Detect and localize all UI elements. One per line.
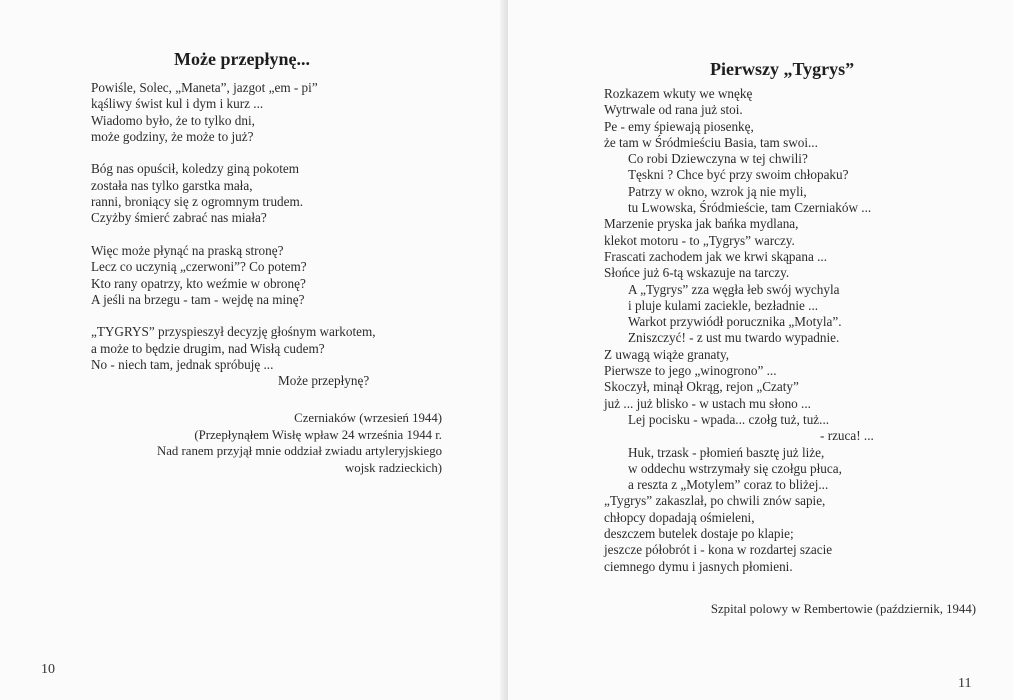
poem-line: już ... już blisko - w ustach mu słono ... <box>604 395 811 411</box>
poem-line <box>91 227 376 243</box>
poem-line: A jeśli na brzegu - tam - wejdę na minę? <box>91 291 305 307</box>
poem-line: Wiadomo było, że to tylko dni, <box>91 112 255 128</box>
poem-line: Rozkazem wkuty we wnękę <box>604 86 753 101</box>
poem-line: (Przepłynąłem Wisłę wpław 24 września 1944 r. <box>194 427 442 442</box>
poem-line: została nas tylko garstka mała, <box>91 177 253 193</box>
poem-line: jeszcze półobrót i - kona w rozdartej szacie <box>604 542 833 558</box>
poem-line: - rzuca! ... <box>820 428 874 444</box>
poem-line: Kto rany opatrzy, kto weźmie w obronę? <box>91 275 306 291</box>
poem-line: Tęskni ? Chce być przy swoim chłopaku? <box>628 167 849 183</box>
poem-line: Pe - emy śpiewają piosenkę, <box>604 118 754 134</box>
poem-line: Patrzy w okno, wzrok ją nie myli, <box>628 183 807 199</box>
poem-line: Lecz co uczynią „czerwoni”? Co potem? <box>91 259 307 275</box>
poem-line: w oddechu wstrzymały się czołgu płuca, <box>628 460 842 476</box>
poem-line: „Tygrys” zakaszlał, po chwili znów sapie, <box>604 493 826 509</box>
poem-line: Lej pocisku - wpada... czołg tuż, tuż... <box>628 411 830 427</box>
poem-line: wojsk radzieckich) <box>344 460 442 475</box>
poem-title-right: Pierwszy „Tygrys” <box>710 59 855 79</box>
poem-line: Czerniaków (wrzesień 1944) <box>294 411 442 425</box>
poem-line: a reszta z „Motylem” coraz to bliżej... <box>628 477 829 493</box>
poem-line: Bóg nas opuścił, koledzy giną pokotem <box>91 161 300 177</box>
poem-line: że tam w Śródmieściu Basia, tam swoi... <box>604 134 818 150</box>
poem-line <box>91 308 376 324</box>
poem-line: Huk, trzask - płomień basztę już liże, <box>628 444 825 460</box>
poem-line: A „Tygrys” zza węgła łeb swój wychyla <box>628 281 840 297</box>
poem-line: deszczem butelek dostaje po klapie; <box>604 526 794 542</box>
poem-line: Co robi Dziewczyna w tej chwili? <box>628 151 808 167</box>
poem-line: chłopcy dopadają ośmieleni, <box>604 509 755 525</box>
poem-title-left: Może przepłynę... <box>174 49 310 69</box>
poem-line: Może przepłynę? <box>278 373 370 389</box>
poem-line: ciemnego dymu i jasnych płomieni. <box>604 558 793 574</box>
poem-line: ranni, broniący się z ogromnym trudem. <box>91 194 304 210</box>
poem-line: Więc może płynąć na praską stronę? <box>91 242 284 258</box>
poem-line: klekot motoru - to „Tygrys” warczy. <box>604 232 795 248</box>
poem-line: Warkot przywiódł porucznika „Motyla”. <box>628 314 842 330</box>
poem-line: „TYGRYS” przyspieszył decyzję głośnym warkotem, <box>91 324 376 340</box>
poem-line: Pierwsze to jego „winogrono” ... <box>604 363 777 379</box>
poem-line: Powiśle, Solec, „Maneta”, jazgot „em - pi” <box>91 80 318 95</box>
page-number-right: 11 <box>958 676 972 691</box>
poem-line: i pluje kulami zaciekle, bezładnie ... <box>628 297 819 313</box>
poem-line: może godziny, że może to już? <box>91 128 254 144</box>
page-number-left: 10 <box>41 662 55 677</box>
poem-line: No - niech tam, jednak spróbuję ... <box>91 357 274 373</box>
right-page <box>508 0 1013 700</box>
poem-body-right <box>604 86 874 575</box>
poem-line: kąśliwy świst kul i dym i kurz ... <box>91 96 264 112</box>
poem-line: a może to będzie drugim, nad Wisłą cudem? <box>91 340 325 356</box>
poem-line: Słońce już 6-tą wskazuje na tarczy. <box>604 265 790 281</box>
poem-line: Frascati zachodem jak we krwi skąpana ... <box>604 248 828 264</box>
poem-line: Z uwagą wiąże granaty, <box>604 346 730 362</box>
poem-line <box>91 145 376 161</box>
poem-line: Czyżby śmierć zabrać nas miała? <box>91 210 267 226</box>
poem-note-left <box>157 410 442 476</box>
poem-line: Wytrwale od rana już stoi. <box>604 102 743 118</box>
poem-line: Zniszczyć! - z ust mu twardo wypadnie. <box>628 330 840 346</box>
poem-line: Nad ranem przyjął mnie oddział zwiadu artyleryjskiego <box>157 444 442 458</box>
poem-body-left <box>91 80 376 390</box>
poem-line: Marzenie pryska jak bańka mydlana, <box>604 216 799 232</box>
poem-note-right: Szpital polowy w Rembertowie (październik, 1944) <box>710 602 976 616</box>
poem-line: tu Lwowska, Śródmieście, tam Czerniaków ... <box>628 200 872 216</box>
poem-line: Skoczył, minął Okrąg, rejon „Czaty” <box>604 379 799 395</box>
